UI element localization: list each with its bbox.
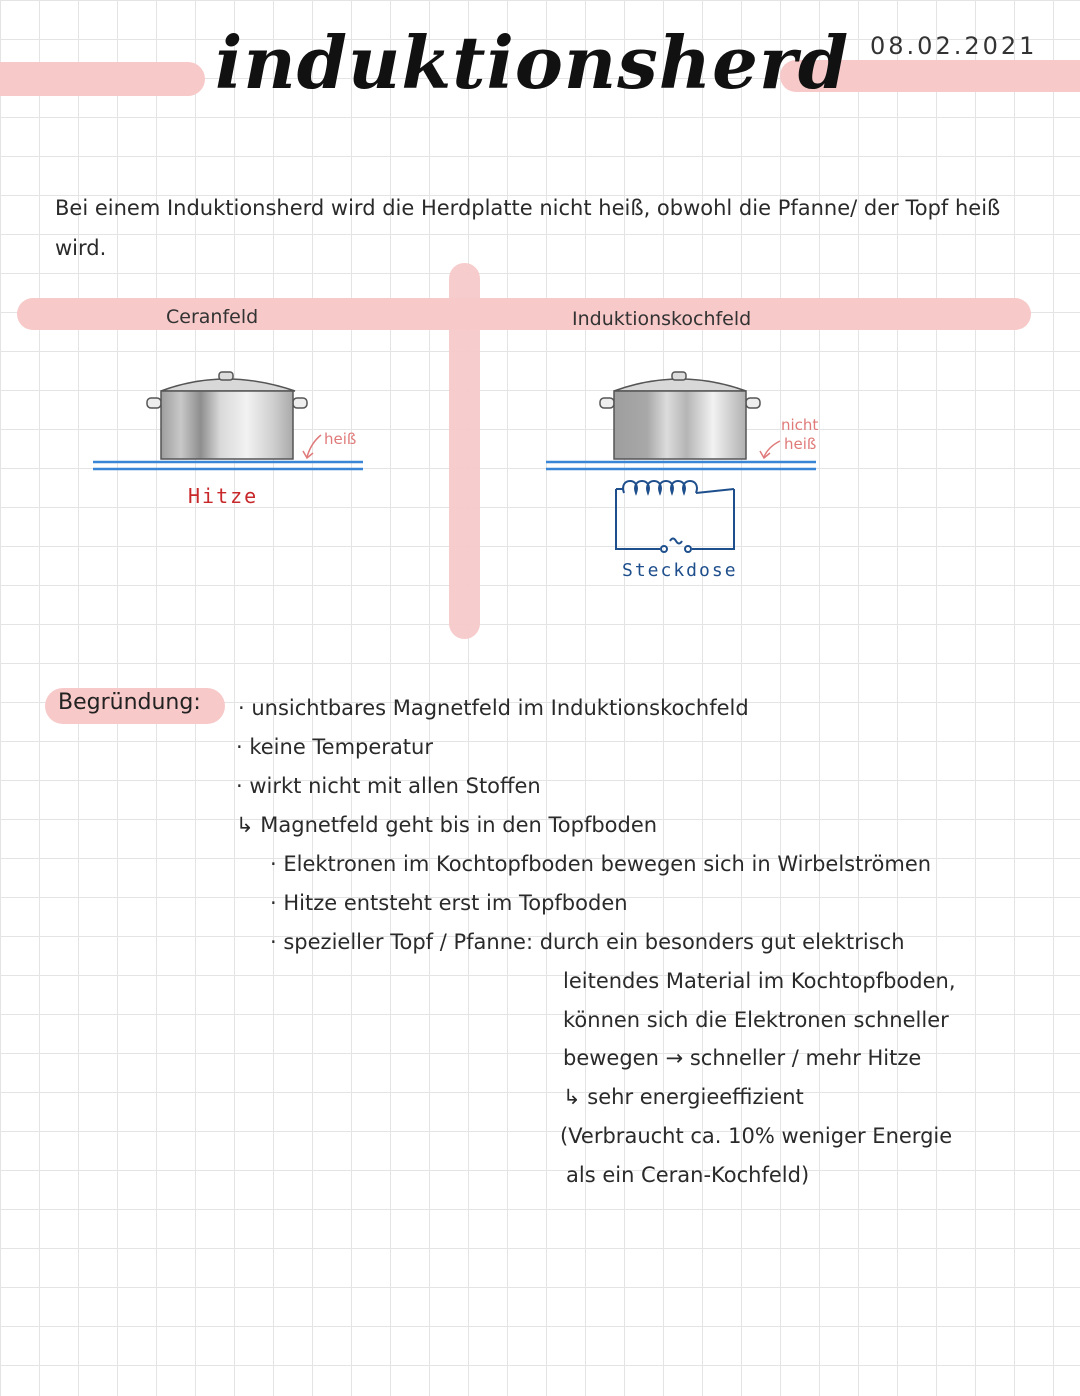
title-highlight-left: [0, 62, 205, 96]
page-title: induktionsherd: [215, 20, 850, 105]
ceranfeld-diagram: [85, 365, 385, 480]
columns-divider: [449, 263, 480, 639]
reason-line: bewegen → schneller / mehr Hitze: [563, 1046, 922, 1070]
date-label: 08.02.2021: [870, 32, 1038, 60]
nicht-heiss-label: heiß: [784, 435, 817, 453]
coil-icon: [616, 481, 734, 552]
reason-line: als ein Ceran-Kochfeld): [566, 1163, 810, 1187]
reason-line: · keine Temperatur: [236, 735, 433, 759]
begruendung-label: Begründung:: [58, 690, 201, 715]
ceranfeld-heading: Ceranfeld: [166, 306, 259, 328]
reason-line: · Hitze entsteht erst im Topfboden: [270, 891, 628, 915]
pot-icon: [600, 372, 760, 459]
heiss-label: heiß: [324, 430, 357, 448]
nicht-label: nicht: [781, 416, 819, 434]
reason-line: ↳ Magnetfeld geht bis in den Topfboden: [236, 813, 658, 837]
steckdose-label: Steckdose: [622, 560, 738, 581]
induktion-heading: Induktionskochfeld: [572, 308, 752, 330]
reason-line: können sich die Elektronen schneller: [563, 1008, 949, 1032]
arrow-icon: [303, 435, 321, 458]
reason-line: · unsichtbares Magnetfeld im Induktionskochfeld: [238, 696, 749, 720]
hitze-label: Hitze: [188, 484, 259, 508]
reason-line: leitendes Material im Kochtopfboden,: [563, 969, 956, 993]
arrow-icon: [760, 441, 780, 458]
reason-line: ↳ sehr energieeffizient: [563, 1085, 804, 1109]
intro-text: Bei einem Induktionsherd wird die Herdplatte nicht heiß, obwohl die Pfanne/ der Topf heiß wird.: [55, 196, 1001, 260]
pot-icon: [147, 372, 307, 459]
induktion-diagram: [540, 365, 830, 565]
reason-line: (Verbraucht ca. 10% weniger Energie: [560, 1124, 953, 1148]
reason-line: · Elektronen im Kochtopfboden bewegen sich in Wirbelströmen: [270, 852, 932, 876]
reason-line: · spezieller Topf / Pfanne: durch ein besonders gut elektrisch: [270, 930, 905, 954]
reason-line: · wirkt nicht mit allen Stoffen: [236, 774, 541, 798]
